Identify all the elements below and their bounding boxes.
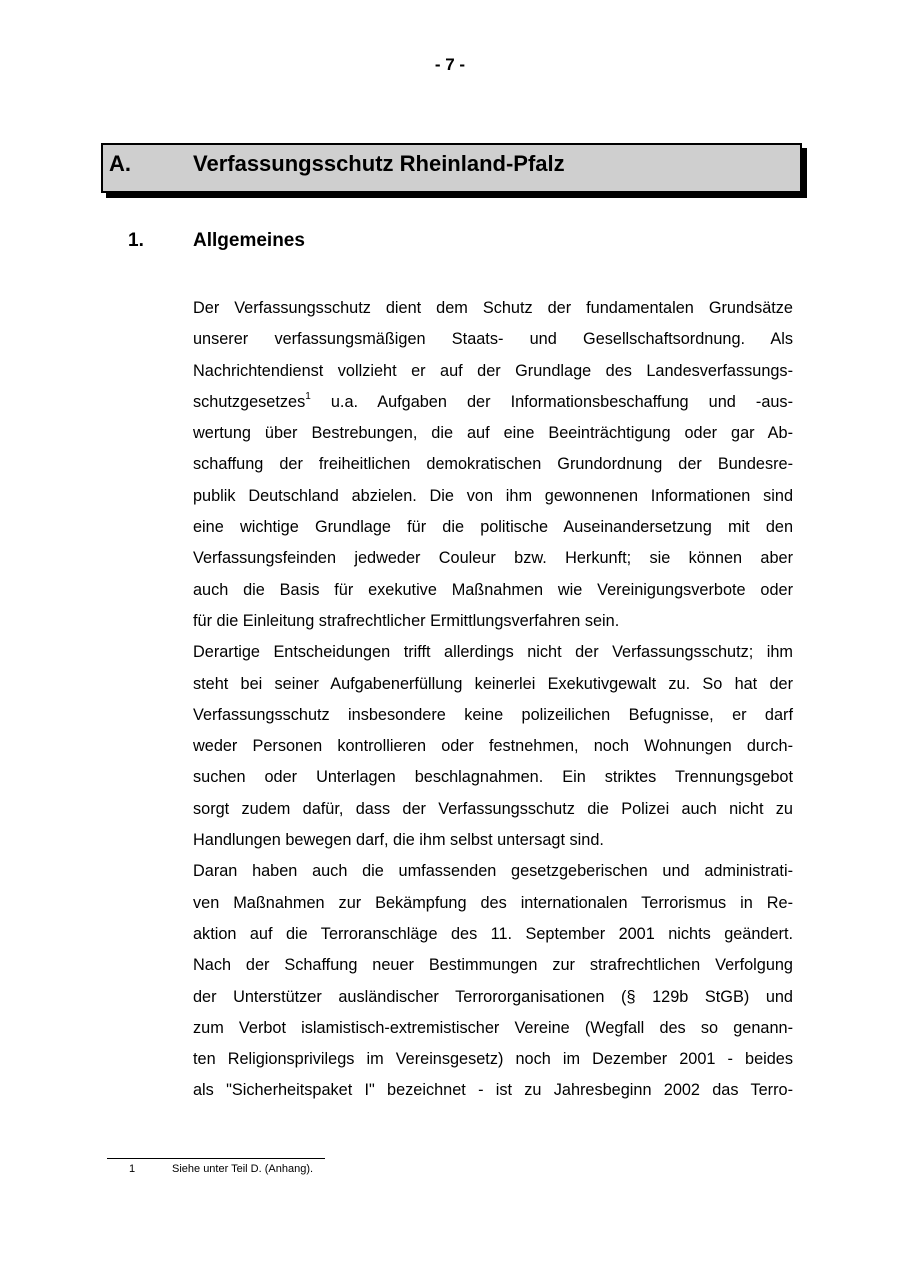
body-text <box>193 293 793 1107</box>
footnote-number: 1 <box>129 1163 136 1175</box>
body-line: der Unterstützer ausländischer Terrororganisationen (§ 129b StGB) und <box>193 987 793 1006</box>
chapter-title: Verfassungsschutz Rheinland-Pfalz <box>193 151 565 176</box>
body-line: suchen oder Unterlagen beschlagnahmen. Ein striktes Trennungsgebot <box>193 768 793 787</box>
page-number: - 7 - <box>434 55 466 74</box>
body-line: sorgt zudem dafür, dass der Verfassungsschutz die Polizei auch nicht zu <box>193 799 793 818</box>
body-line-with-footnote <box>193 387 793 418</box>
section-number: 1. <box>128 230 144 251</box>
body-line: Handlungen bewegen darf, die ihm selbst untersagt sind. <box>193 831 604 850</box>
footnote-reference: 1 <box>305 391 311 403</box>
body-line: aktion auf die Terroranschläge des 11. September 2001 nichts geändert. <box>193 924 793 943</box>
section-title: Allgemeines <box>193 230 305 251</box>
body-line: Daran haben auch die umfassenden gesetzgeberischen und administrati- <box>193 862 793 881</box>
body-line-segment: u.a. Aufgaben der Informationsbeschaffung und -aus- <box>330 392 793 411</box>
body-line: als "Sicherheitspaket I" bezeichnet - ist zu Jahresbeginn 2002 das Terro- <box>193 1081 793 1100</box>
body-line: schaffung der freiheitlichen demokratischen Grundordnung der Bundesre- <box>193 455 793 474</box>
body-line: eine wichtige Grundlage für die politische Auseinandersetzung mit den <box>193 518 793 537</box>
body-line: Nachrichtendienst vollzieht er auf der Grundlage des Landesverfassungs- <box>193 361 793 380</box>
body-line: Derartige Entscheidungen trifft allerdings nicht der Verfassungsschutz; ihm <box>193 643 793 662</box>
body-line: auch die Basis für exekutive Maßnahmen wie Vereinigungsverbote oder <box>193 580 793 599</box>
body-line: Nach der Schaffung neuer Bestimmungen zur strafrechtlichen Verfolgung <box>193 956 793 975</box>
body-line: zum Verbot islamistisch-extremistischer Vereine (Wegfall des so genann- <box>193 1018 793 1037</box>
body-line: ven Maßnahmen zur Bekämpfung des internationalen Terrorismus in Re- <box>193 893 793 912</box>
body-line-segment: schutzgesetzes <box>193 392 306 411</box>
footnote-text: Siehe unter Teil D. (Anhang). <box>172 1163 314 1175</box>
body-line: Verfassungsschutz insbesondere keine polizeilichen Befugnisse, er darf <box>193 705 793 724</box>
body-line: ten Religionsprivilegs im Vereinsgesetz) noch im Dezember 2001 - beides <box>193 1050 793 1069</box>
body-line: publik Deutschland abzielen. Die von ihm gewonnenen Informationen sind <box>193 486 793 505</box>
body-line: steht bei seiner Aufgabenerfüllung keinerlei Exekutivgewalt zu. So hat der <box>193 674 793 693</box>
footnote-separator <box>107 1158 325 1159</box>
body-line: wertung über Bestrebungen, die auf eine Beeinträchtigung oder gar Ab- <box>193 424 793 443</box>
body-line: für die Einleitung strafrechtlicher Ermittlungsverfahren sein. <box>193 611 620 630</box>
chapter-heading-box <box>101 143 802 193</box>
body-line: unserer verfassungsmäßigen Staats- und Gesellschaftsordnung. Als <box>193 330 793 349</box>
body-line: Verfassungsfeinden jedweder Couleur bzw. Herkunft; sie können aber <box>193 549 793 568</box>
body-line: Der Verfassungsschutz dient dem Schutz der fundamentalen Grundsätze <box>193 299 793 317</box>
chapter-letter: A. <box>109 151 131 176</box>
body-line: weder Personen kontrollieren oder festnehmen, noch Wohnungen durch- <box>193 737 793 756</box>
